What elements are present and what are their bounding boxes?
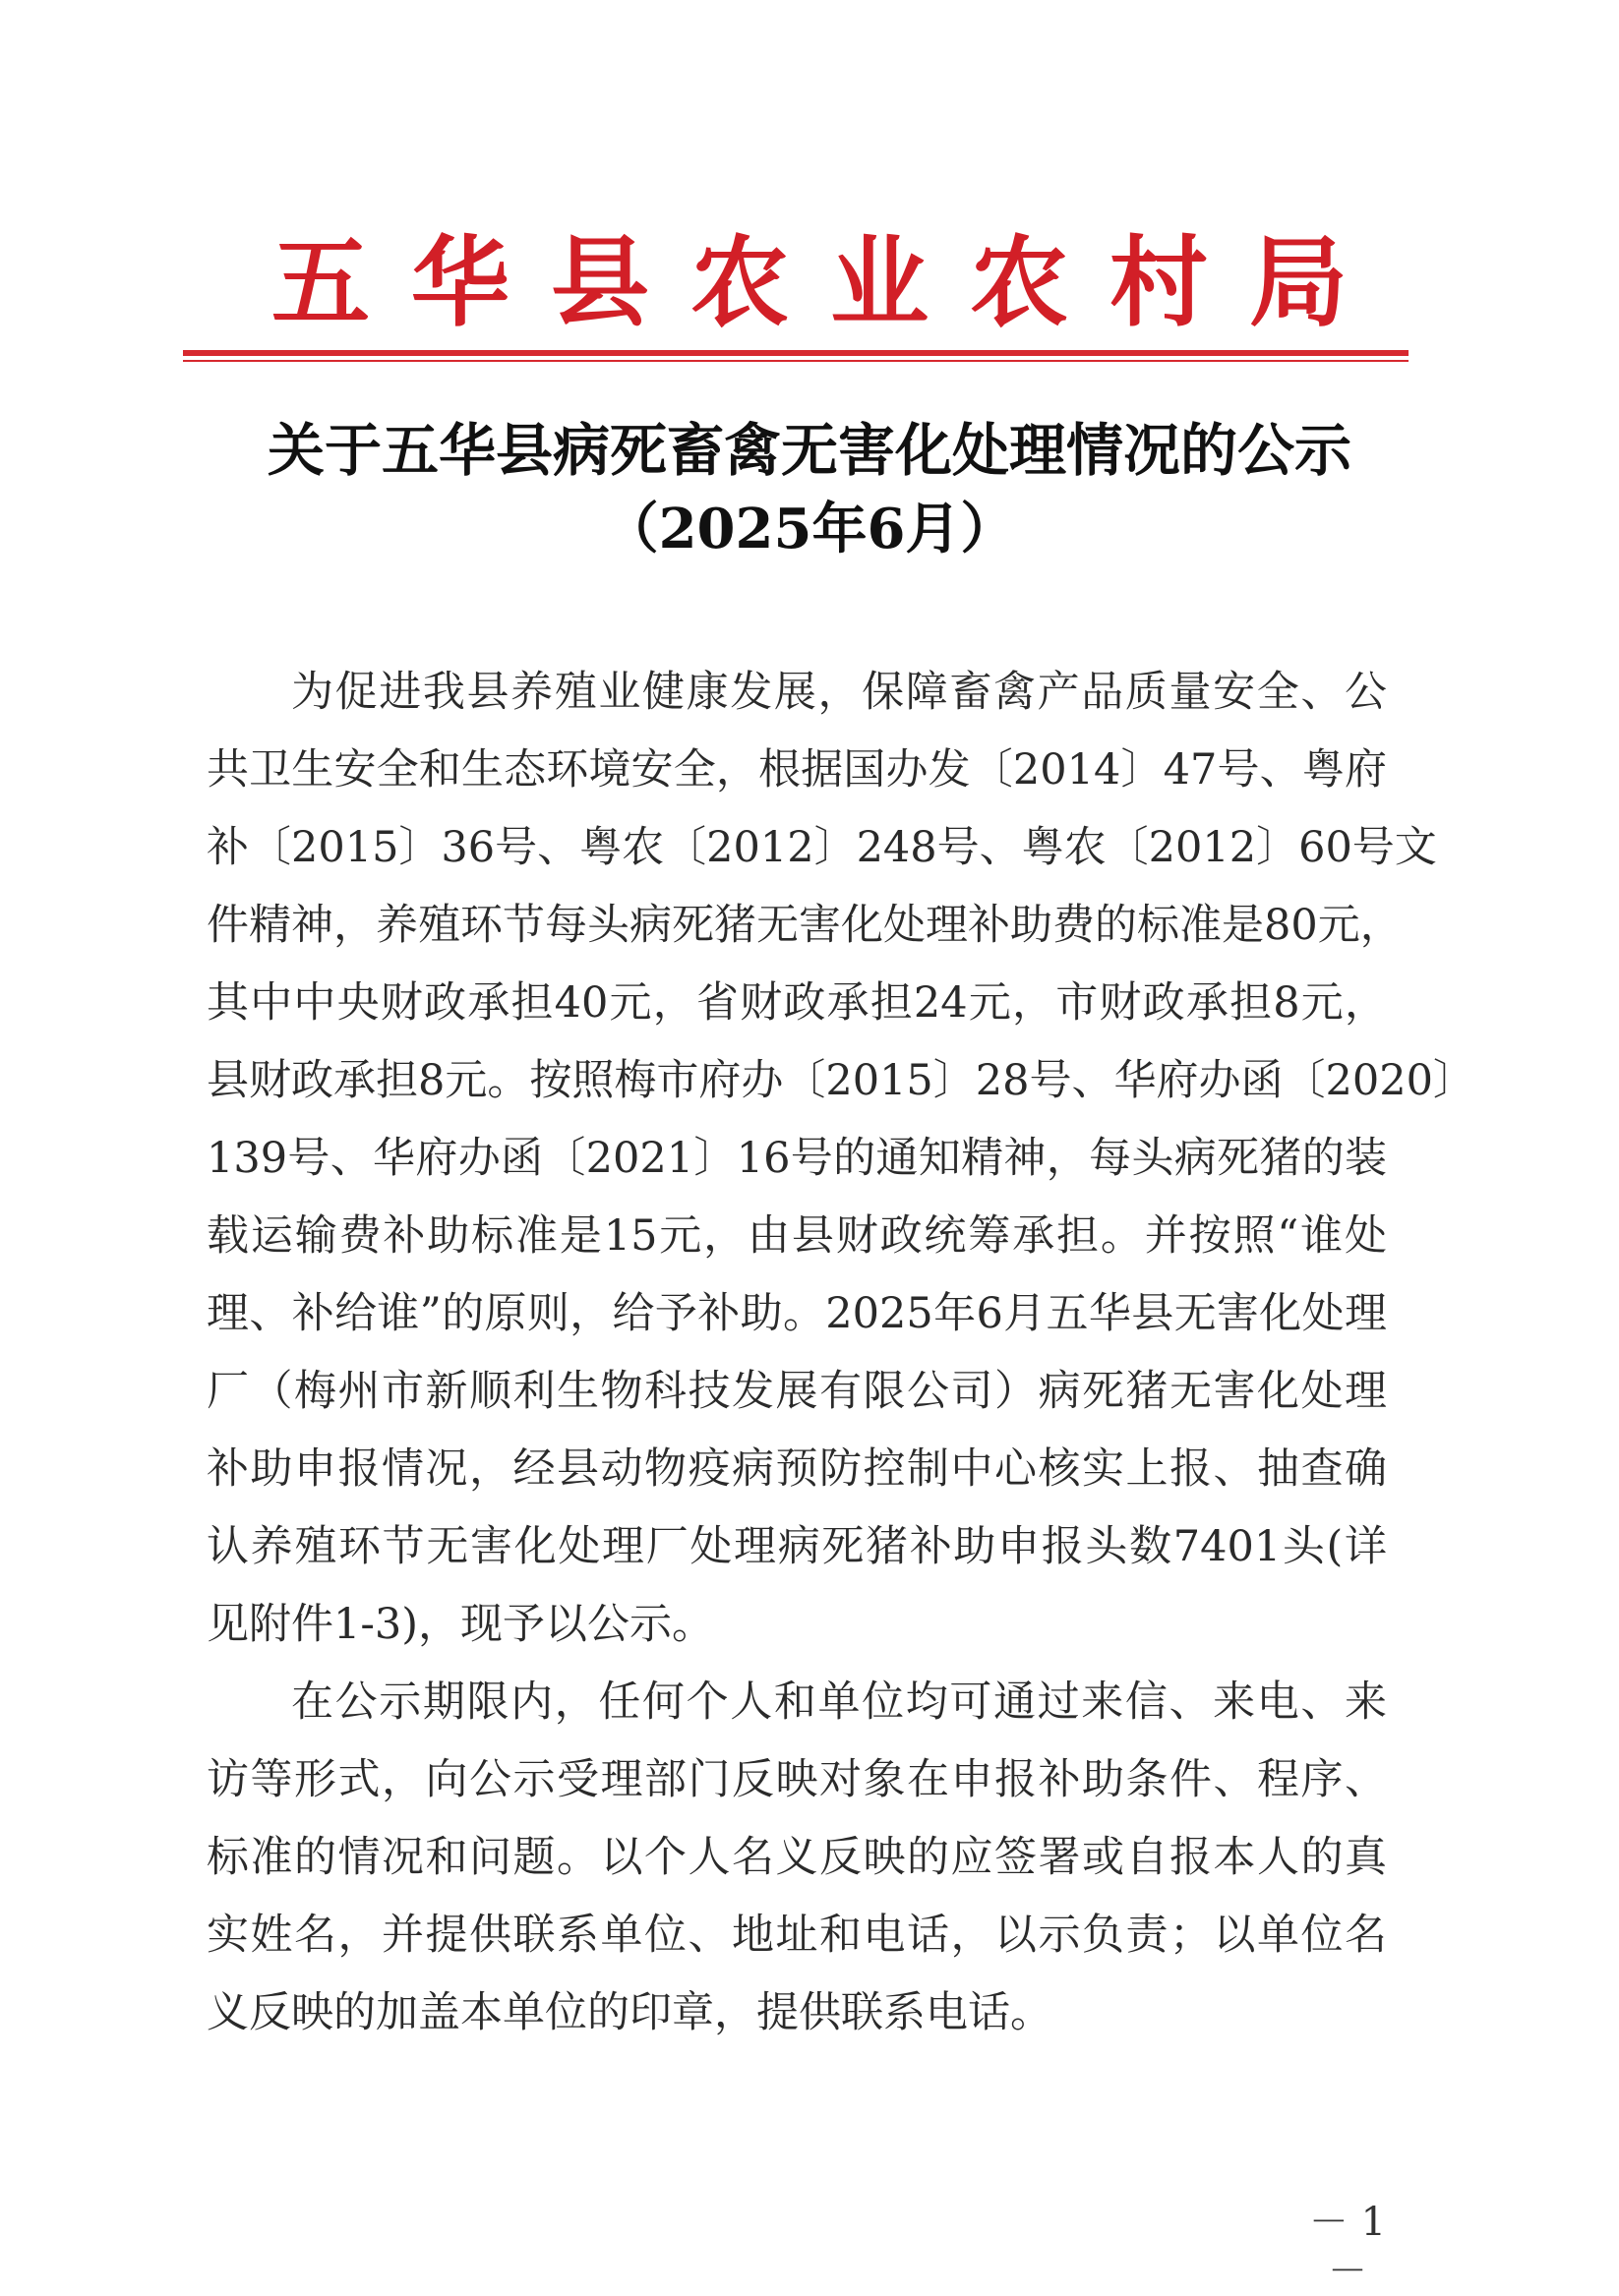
paragraph-line: 在公示期限内，任何个人和单位均可通过来信、来电、来 [291,1678,1387,1727]
paragraph-line: 其中中央财政承担40元，省财政承担24元，市财政承担8元， [207,978,1387,1028]
paragraph-line: 县财政承担8元。按照梅市府办〔2015〕28号、华府办函〔2020〕 [207,1056,1475,1105]
paragraph-line: 见附件1-3)，现予以公示。 [207,1600,715,1649]
paragraph-line: 实姓名，并提供联系单位、地址和电话，以示负责；以单位名 [207,1911,1387,1960]
letterhead-red-rule-thin [183,360,1409,362]
paragraph-line: 厂（梅州市新顺利生物科技发展有限公司）病死猪无害化处理 [207,1367,1387,1416]
paragraph-line: 件精神，养殖环节每头病死猪无害化处理补助费的标准是80元， [207,901,1403,950]
paragraph-line: 为促进我县养殖业健康发展，保障畜禽产品质量安全、公 [291,668,1387,717]
paragraph-line: 认养殖环节无害化处理厂处理病死猪补助申报头数7401头(详 [207,1522,1387,1571]
page-number: － 1 － [1308,2200,1387,2294]
paragraph-line: 访等形式，向公示受理部门反映对象在申报补助条件、程序、 [207,1755,1387,1804]
paragraph-2 [207,1664,1387,2052]
paragraph-line: 载运输费补助标准是15元，由县财政统筹承担。并按照“谁处 [207,1211,1387,1261]
paragraph-line: 理、补给谁”的原则，给予补助。2025年6月五华县无害化处理 [207,1289,1387,1338]
document-title: 关于五华县病死畜禽无害化处理情况的公示 [267,417,1351,484]
paragraph-line: 补〔2015〕36号、粤农〔2012〕248号、粤农〔2012〕60号文 [207,823,1437,872]
paragraph-line: 补助申报情况，经县动物疫病预防控制中心核实上报、抽查确 [207,1444,1387,1494]
document-body [207,654,1475,2052]
paragraph-line: 标准的情况和问题。以个人名义反映的应签署或自报本人的真 [207,1833,1387,1882]
paragraph-line: 139号、华府办函〔2021〕16号的通知精神，每头病死猪的装 [207,1134,1387,1183]
paragraph-line: 义反映的加盖本单位的印章，提供联系电话。 [207,1988,1052,2037]
letterhead-org-name: 五华县农业农村局 [271,225,1389,340]
letterhead-red-rule [183,350,1409,356]
document-subtitle: （2025年6月） [603,497,1016,561]
paragraph-1 [207,654,1475,1664]
paragraph-line: 共卫生安全和生态环境安全，根据国办发〔2014〕47号、粤府 [207,745,1387,795]
